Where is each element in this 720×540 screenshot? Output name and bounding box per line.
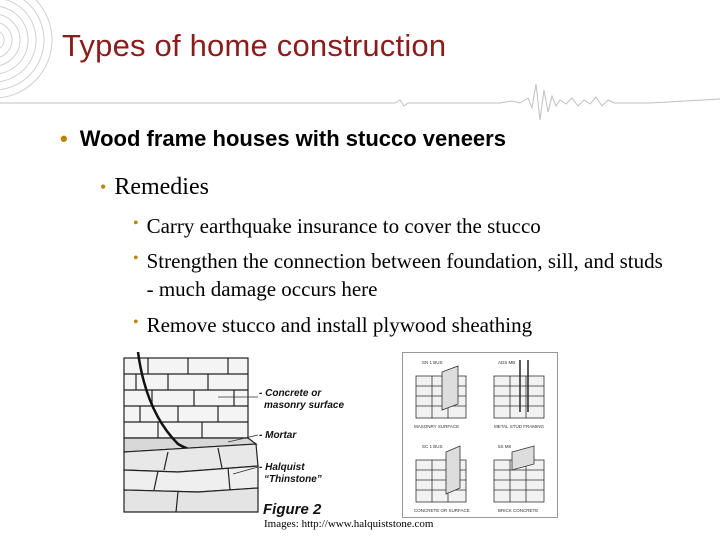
- panel-label: BRICK CONCRETE: [498, 508, 539, 513]
- bullet-level3-item: [133, 311, 532, 339]
- bullet-dot-icon: •: [100, 177, 107, 197]
- label-mortar: - Mortar: [259, 430, 297, 441]
- panel-label: SC 1 BUS: [422, 444, 443, 449]
- bullet-level3-text: Remove stucco and install plywood sheathing: [146, 313, 533, 337]
- bullet-level3-text: Strengthen the connection between foundation, sill, and studs - much damage occurs here: [146, 249, 663, 301]
- panel-label: 5S M8: [498, 444, 512, 449]
- bullet-level1-text: Wood frame houses with stucco veneers: [79, 126, 506, 151]
- bullet-level3-item: [133, 212, 541, 240]
- panel-label: METAL STUD FRAMING: [494, 424, 545, 429]
- bullet-dot-icon: •: [133, 250, 139, 267]
- bullet-level3-item: [133, 247, 673, 303]
- figure-caption: Figure 2: [263, 501, 322, 518]
- label-concrete: - Concrete or: [259, 388, 322, 399]
- bullet-level2: [100, 174, 209, 201]
- seismograph-line-decoration: [0, 70, 720, 130]
- bullet-dot-icon: •: [133, 215, 139, 232]
- label-halquist: - Halquist: [259, 462, 305, 473]
- label-masonry: masonry surface: [264, 400, 345, 411]
- panel-label: MASONRY SURFACE: [414, 424, 460, 429]
- panel-label: ADS MB: [498, 360, 516, 365]
- bullet-level1: [60, 126, 506, 152]
- slide-title: Types of home construction: [62, 28, 447, 63]
- image-credit: Images: http://www.halquiststone.com: [264, 518, 434, 530]
- panel-label: CONCRETE OR SURFACE: [414, 508, 470, 513]
- installation-details-figure: [402, 352, 558, 518]
- label-thinstone: “Thinstone”: [264, 474, 322, 485]
- bullet-dot-icon: •: [133, 314, 139, 331]
- bullet-dot-icon: •: [60, 126, 68, 151]
- bullet-level3-text: Carry earthquake insurance to cover the stucco: [146, 214, 541, 238]
- bullet-level2-text: Remedies: [114, 174, 209, 200]
- stone-veneer-figure: [118, 352, 358, 522]
- panel-label: SN 1 BUS: [422, 360, 443, 365]
